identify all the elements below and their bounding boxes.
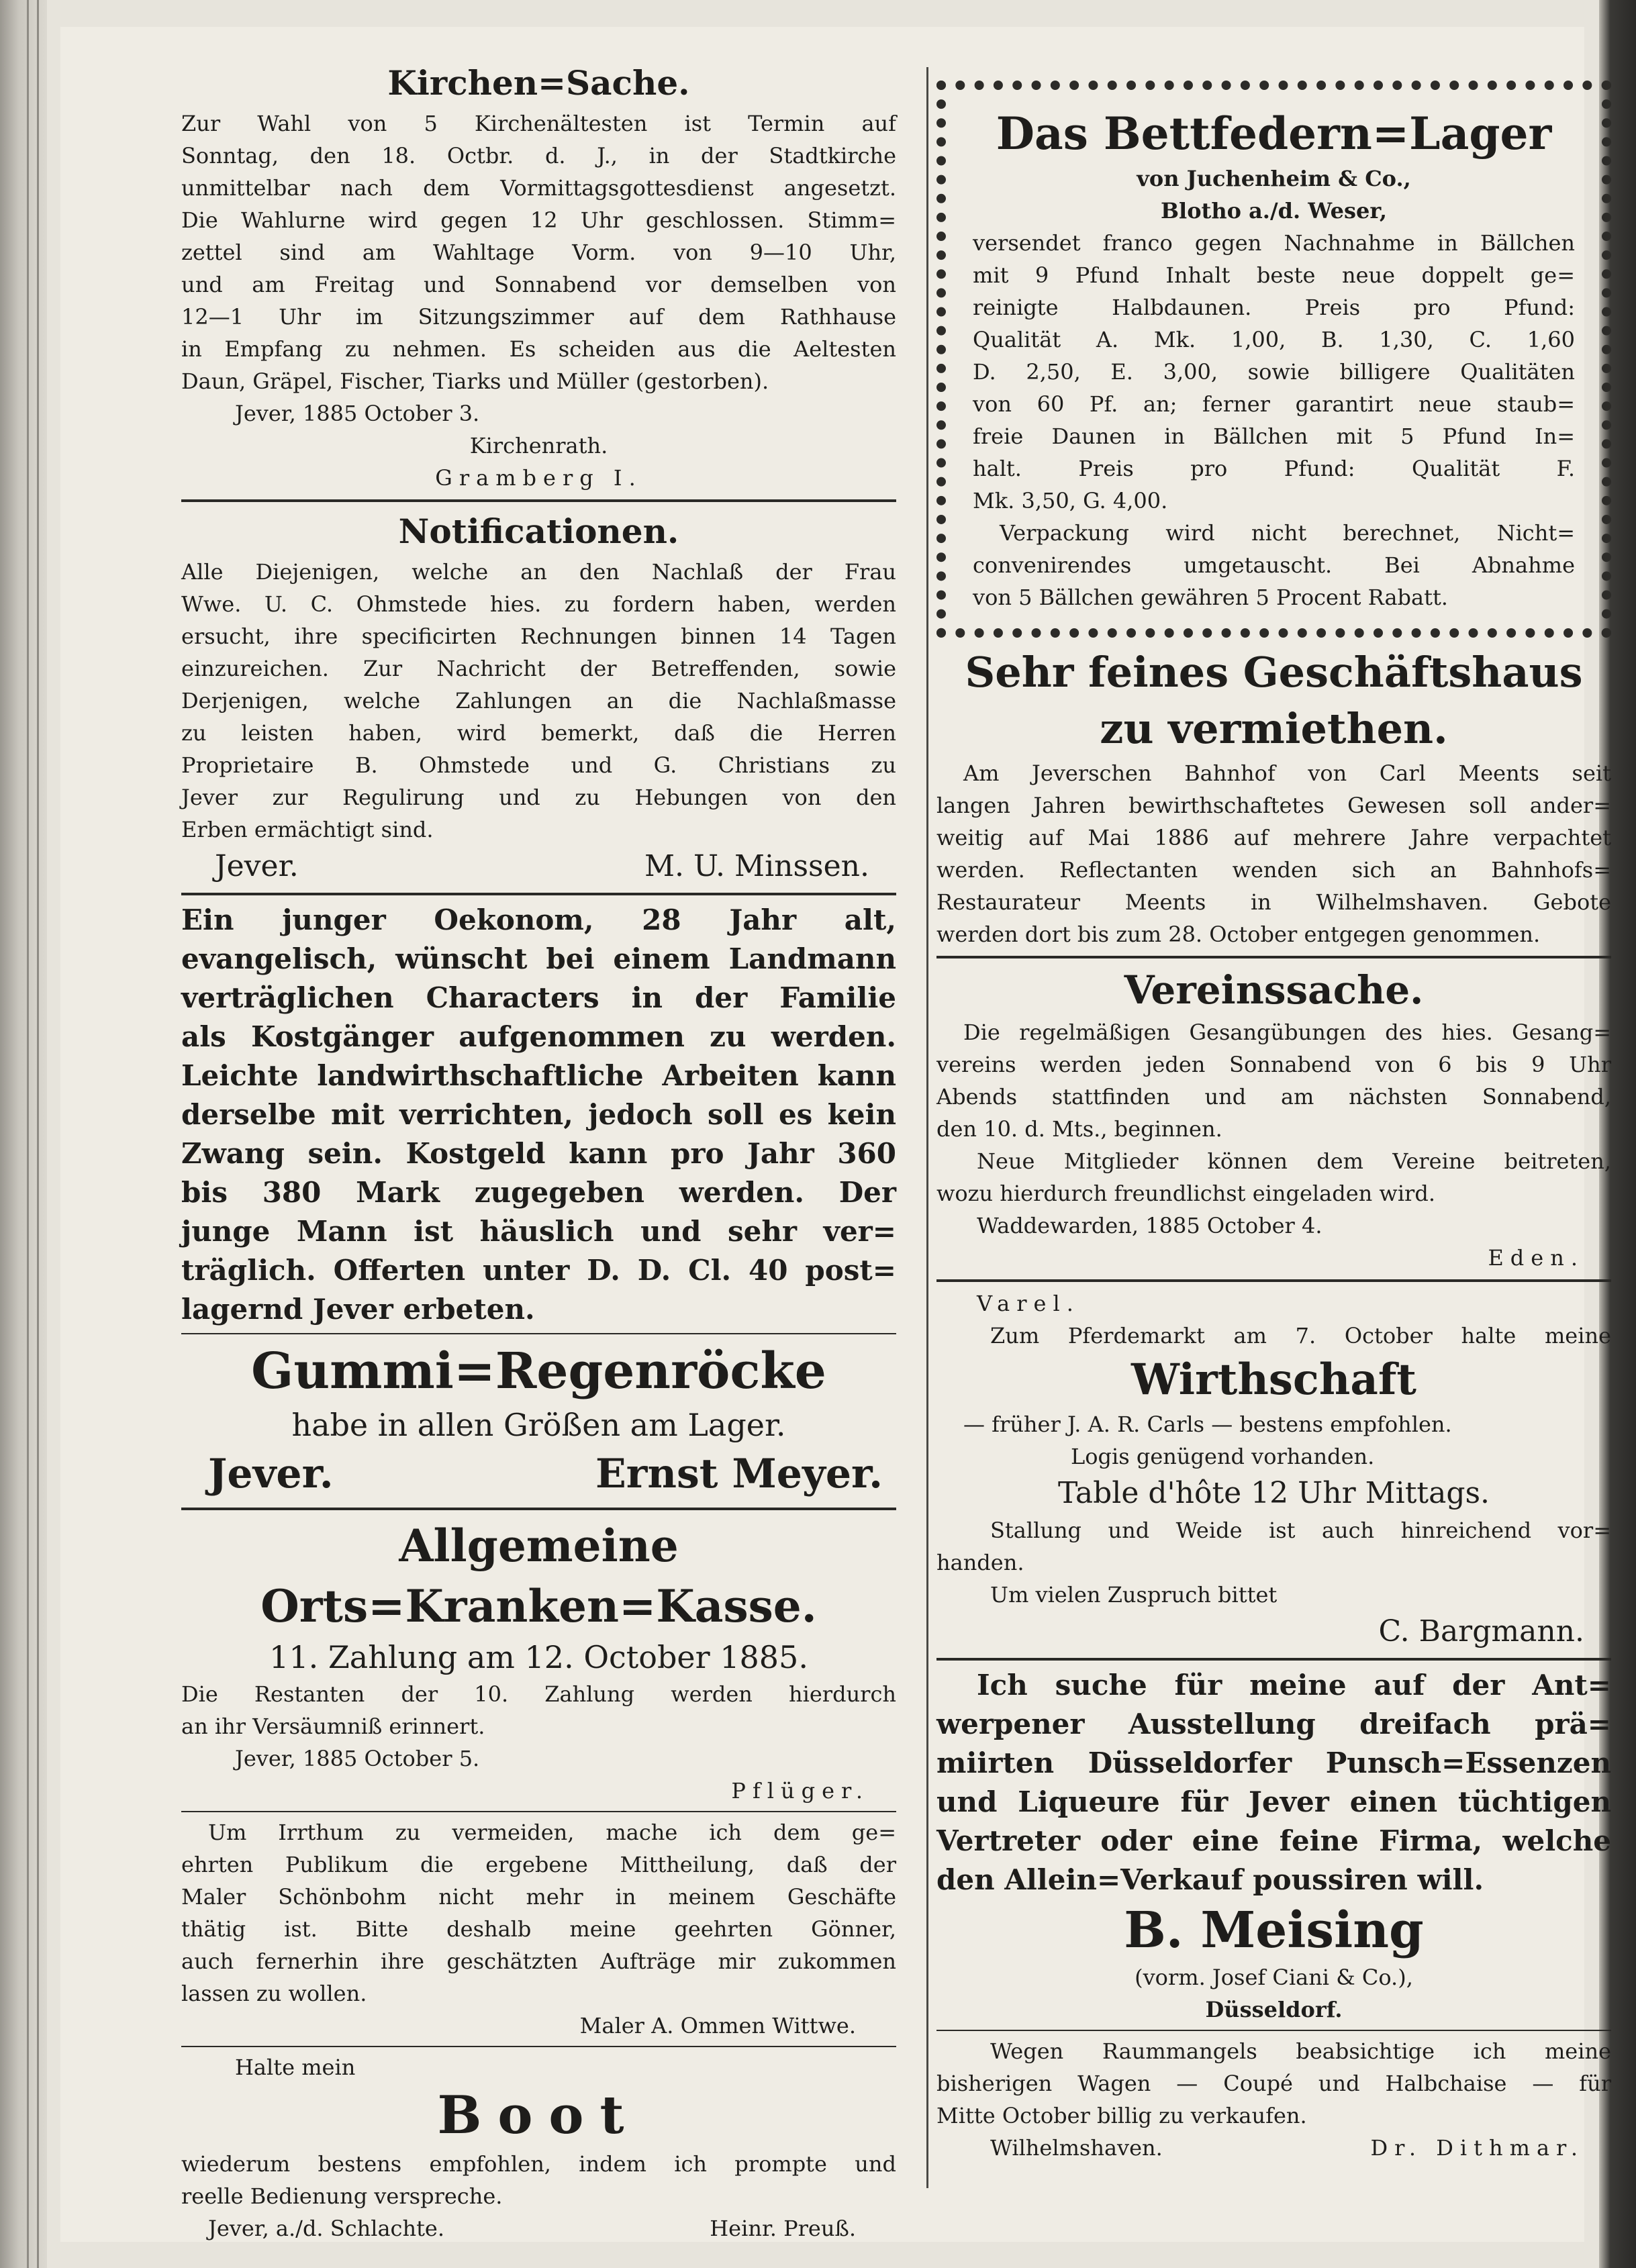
text-line: versendet franco gegen Nachnahme in Bällchen	[973, 230, 1575, 256]
text-line: in Empfang zu nehmen. Es scheiden aus die Aeltesten	[181, 336, 896, 362]
text-line: junge Mann ist häuslich und sehr ver=	[181, 1215, 896, 1248]
text-line: mit 9 Pfund Inhalt beste neue doppelt ge=	[973, 262, 1575, 288]
text-line: convenirendes umgetauscht. Bei Abnahme	[973, 552, 1575, 578]
text-line: und am Freitag und Sonnabend vor demselben von	[181, 272, 896, 297]
text-line: von 5 Bällchen gewähren 5 Procent Rabatt.	[973, 585, 1448, 610]
text-line: Mk. 3,50, G. 4,00.	[973, 488, 1168, 513]
signature: Eden.	[1488, 1245, 1584, 1271]
text-line: auch fernerhin ihre geschätzten Aufträge mir zukommen	[181, 1949, 896, 1974]
text-line: Mitte October billig zu verkaufen.	[936, 2103, 1307, 2128]
text-line: derselbe mit verrichten, jedoch soll es kein	[181, 1098, 896, 1131]
signature: Maler A. Ommen Wittwe.	[579, 2013, 856, 2038]
kirchen-sache-notice	[181, 27, 896, 494]
vereinssache-notice	[936, 964, 1611, 1274]
section-rule	[181, 1508, 896, 1510]
book-spine	[0, 0, 47, 2268]
text-line: unmittelbar nach dem Vormittagsgottesdienst angesetzt.	[181, 175, 896, 201]
signature: C. Bargmann.	[1378, 1614, 1584, 1648]
text-line: D. 2,50, E. 3,00, sowie billigere Qualitäten	[973, 359, 1575, 385]
text-line: Die Wahlurne wird gegen 12 Uhr geschlossen. Stimm=	[181, 207, 896, 233]
notificationen-notice	[181, 507, 896, 887]
section-rule	[181, 1333, 896, 1334]
text-line: Sonntag, den 18. Octbr. d. J., in der Stadtkirche	[181, 143, 896, 168]
text-line: Wegen Raummangels beabsichtige ich meine	[990, 2038, 1611, 2064]
section-rule	[936, 2030, 1611, 2031]
wagen-notice	[936, 2035, 1611, 2164]
place-date: Jever, 1885 October 3.	[235, 401, 480, 426]
place: Jever.	[208, 1450, 334, 1497]
text-line: Derjenigen, welche Zahlungen an die Nachlaßmasse	[181, 688, 896, 713]
section-rule	[181, 2046, 896, 2047]
text-line: und Liqueure für Jever einen tüchtigen	[936, 1785, 1611, 1818]
text-line: ersucht, ihre specificirten Rechnungen binnen 14 Tagen	[181, 624, 896, 649]
geschaeftshaus-ad	[936, 644, 1611, 950]
text-line: als Kostgänger aufgenommen zu werden.	[181, 1020, 896, 1053]
text-line: einzureichen. Zur Nachricht der Betreffenden, sowie	[181, 656, 896, 681]
text-line: Am Jeverschen Bahnhof von Carl Meents seit	[963, 760, 1611, 786]
section-rule	[181, 1811, 896, 1812]
text-line: halt. Preis pro Pfund: Qualität F.	[973, 456, 1575, 481]
text-line: zettel sind am Wahltage Vorm. von 9—10 Uhr,	[181, 240, 896, 265]
place: Jever, a./d. Schlachte.	[208, 2216, 445, 2241]
bettfedern-ad	[936, 81, 1611, 638]
intro-text: Halte mein	[235, 2055, 356, 2080]
text-line: Abends stattfinden und am nächsten Sonnabend,	[936, 1084, 1611, 1110]
firm-name: B. Meising	[1124, 1902, 1424, 1959]
notice-title: Allgemeine	[399, 1520, 679, 1572]
text-line: Zwang sein. Kostgeld kann pro Jahr 360	[181, 1137, 896, 1170]
firm-former-name: (vorm. Josef Ciani & Co.),	[1135, 1965, 1413, 1990]
firm-place: Blotho a./d. Weser,	[1160, 198, 1388, 224]
ad-title: Boot	[437, 2085, 640, 2146]
notice-title: Orts=Kranken=Kasse.	[260, 1580, 817, 1632]
text-line: Um Irrthum zu vermeiden, mache ich dem ge=	[208, 1820, 896, 1845]
text-line: an ihr Versäumniß erinnert.	[181, 1714, 485, 1739]
text-line: Ein junger Oekonom, 28 Jahr alt,	[181, 903, 896, 936]
text-line: den Allein=Verkauf poussiren will.	[936, 1863, 1484, 1896]
signature: Heinr. Preuß.	[710, 2216, 856, 2241]
text-line: ehrten Publikum die ergebene Mittheilung, daß der	[181, 1852, 896, 1877]
table-dhote: Table d'hôte 12 Uhr Mittags.	[1057, 1476, 1490, 1510]
text-line: Daun, Gräpel, Fischer, Tiarks und Müller (gestorben).	[181, 368, 769, 394]
right-column	[936, 27, 1611, 2164]
text-line: Verpackung wird nicht berechnet, Nicht=	[1000, 520, 1575, 546]
text-line: bisherigen Wagen — Coupé und Halbchaise — für	[936, 2071, 1611, 2096]
text-line: zu leisten haben, wird bemerkt, daß die Herren	[181, 720, 896, 746]
wirthschaft-ad	[936, 1287, 1611, 1653]
text-line: Qualität A. Mk. 1,00, B. 1,30, C. 1,60	[973, 327, 1575, 352]
section-rule	[936, 956, 1611, 958]
newspaper-page	[60, 27, 1611, 2242]
section-rule	[181, 893, 896, 895]
ad-title: Wirthschaft	[1131, 1354, 1416, 1405]
text-line: 12—1 Uhr im Sitzungszimmer auf dem Rathhause	[181, 304, 896, 330]
place: Jever.	[215, 849, 299, 883]
ad-title: Sehr feines Geschäftshaus	[965, 648, 1583, 697]
spine-line	[37, 0, 39, 2268]
ad-title: Das Bettfedern=Lager	[996, 107, 1552, 160]
section-rule	[936, 1658, 1611, 1661]
text-line: werpener Ausstellung dreifach prä=	[936, 1708, 1611, 1740]
notice-title: Notificationen.	[398, 511, 679, 551]
text-line: reinigte Halbdaunen. Preis pro Pfund:	[973, 295, 1575, 320]
headline: 11. Zahlung am 12. October 1885.	[269, 1639, 808, 1675]
text-line: Leichte landwirthschaftliche Arbeiten kann	[181, 1059, 896, 1092]
signature: Ernst Meyer.	[595, 1450, 883, 1497]
text-line: Logis genügend vorhanden.	[1071, 1444, 1375, 1469]
signature-row	[936, 2132, 1611, 2164]
text-line: werden. Reflectanten wenden sich an Bahnhofs=	[936, 857, 1611, 883]
firm-city: Düsseldorf.	[1205, 1997, 1343, 2022]
text-line: evangelisch, wünscht bei einem Landmann	[181, 942, 896, 975]
text-line: vereins werden jeden Sonnabend von 6 bis 9 Uhr	[936, 1052, 1611, 1077]
irrthum-notice	[181, 1816, 896, 2042]
text-line: bis 380 Mark zugegeben werden. Der	[181, 1176, 896, 1209]
text-line: Zur Wahl von 5 Kirchenältesten ist Termin auf	[181, 111, 896, 136]
issuer: Kirchenrath.	[469, 433, 608, 458]
gummi-ad	[181, 1338, 896, 1502]
text-line: Um vielen Zuspruch bittet	[990, 1582, 1278, 1608]
left-column	[181, 27, 896, 2245]
text-line: werden dort bis zum 28. October entgegen genommen.	[936, 922, 1541, 947]
spine-line	[27, 0, 29, 2268]
text-line: reelle Bedienung verspreche.	[181, 2183, 503, 2209]
text-line: den 10. d. Mts., beginnen.	[936, 1116, 1222, 1142]
text-line: Jever zur Regulirung und zu Hebungen von den	[181, 785, 896, 810]
section-rule	[936, 1279, 1611, 1282]
notice-title: Kirchen=Sache.	[387, 63, 690, 103]
text-line: Ich suche für meine auf der Ant=	[977, 1669, 1611, 1702]
text-line: Restaurateur Meents in Wilhelmshaven. Gebote	[936, 889, 1611, 915]
text-line: langen Jahren bewirthschaftetes Gewesen soll ander=	[936, 793, 1611, 818]
signature: Dr. Dithmar.	[1370, 2135, 1584, 2161]
place: Wilhelmshaven.	[990, 2135, 1163, 2161]
text-line: Maler Schönbohm nicht mehr in meinem Geschäfte	[181, 1884, 896, 1910]
text-line: freie Daunen in Bällchen mit 5 Pfund In=	[973, 424, 1575, 449]
text-line: Die regelmäßigen Gesangübungen des hies. Gesang=	[963, 1020, 1611, 1045]
text-line: verträglichen Characters in der Familie	[181, 981, 896, 1014]
signature-row	[181, 2212, 896, 2245]
krankenkasse-notice	[181, 1516, 896, 1807]
signature: M. U. Minssen.	[644, 849, 869, 883]
text-line: lagernd Jever erbeten.	[181, 1293, 535, 1326]
text-line: von 60 Pf. an; ferner garantirt neue staub=	[973, 391, 1575, 417]
text-line: handen.	[936, 1550, 1024, 1575]
text-line: miirten Düsseldorfer Punsch=Essenzen	[936, 1746, 1611, 1779]
text-line: — früher J. A. R. Carls — bestens empfohlen.	[963, 1412, 1452, 1437]
column-divider	[926, 67, 928, 2188]
meising-ad	[936, 1666, 1611, 2026]
section-rule	[181, 499, 896, 502]
signature-row	[181, 846, 896, 887]
ad-title: Gummi=Regenröcke	[251, 1342, 826, 1400]
text-line: Neue Mitglieder können dem Vereine beitreten,	[977, 1148, 1611, 1174]
text-line: Proprietaire B. Ohmstede und G. Christians zu	[181, 752, 896, 778]
ad-title: zu vermiethen.	[1100, 704, 1448, 753]
text-line: Stallung und Weide ist auch hinreichend vor=	[990, 1518, 1611, 1543]
text-line: weitig auf Mai 1886 auf mehrere Jahre verpachtet	[936, 825, 1611, 850]
boot-ad	[181, 2051, 896, 2245]
text-line: lassen zu wollen.	[181, 1981, 367, 2006]
text-line: Vertreter oder eine feine Firma, welche	[936, 1824, 1611, 1857]
text-line: thätig ist. Bitte deshalb meine geehrten Gönner,	[181, 1916, 896, 1942]
text-line: träglich. Offerten unter D. D. Cl. 40 post=	[181, 1254, 896, 1287]
signature: Gramberg I.	[435, 465, 642, 491]
signature: Pflüger.	[731, 1778, 869, 1804]
place-date: Jever, 1885 October 5.	[235, 1746, 480, 1771]
signature-row	[181, 1446, 896, 1502]
text-line: Zum Pferdemarkt am 7. October halte meine	[990, 1323, 1611, 1348]
ad-subtitle: habe in allen Größen am Lager.	[291, 1407, 786, 1443]
text-line: Wwe. U. C. Ohmstede hies. zu fordern haben, werden	[181, 591, 896, 617]
firm-name: von Juchenheim & Co.,	[1137, 166, 1411, 191]
notice-title: Vereinssache.	[1124, 967, 1424, 1013]
place-date: Waddewarden, 1885 October 4.	[977, 1213, 1322, 1238]
text-line: wozu hierdurch freundlichst eingeladen wird.	[936, 1181, 1435, 1206]
text-line: Die Restanten der 10. Zahlung werden hierdurch	[181, 1681, 896, 1707]
text-line: wiederum bestens empfohlen, indem ich prompte und	[181, 2151, 896, 2177]
text-line: Erben ermächtigt sind.	[181, 817, 434, 842]
oekonom-ad	[181, 901, 896, 1329]
place: Varel.	[977, 1291, 1080, 1316]
text-line: Alle Diejenigen, welche an den Nachlaß der Frau	[181, 559, 896, 585]
